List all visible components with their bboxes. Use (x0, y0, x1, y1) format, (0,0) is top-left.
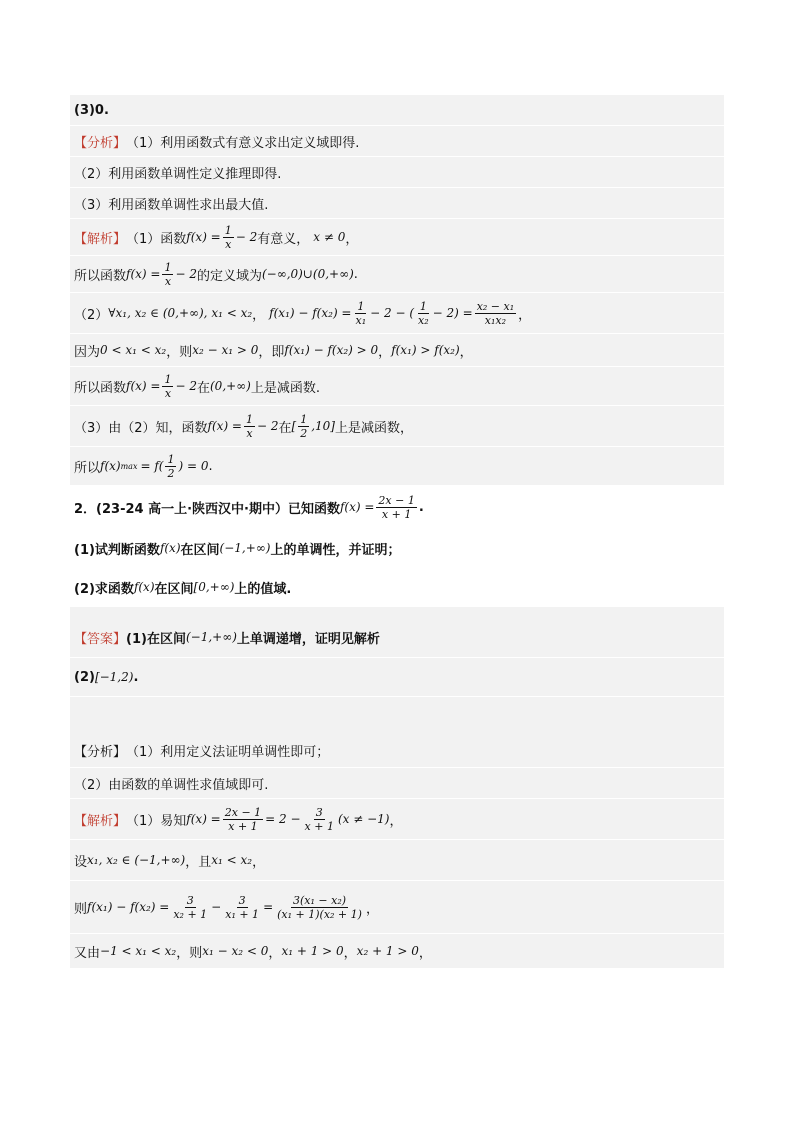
text: (1)在区间 (126, 631, 186, 647)
formula: ,10] (311, 419, 335, 433)
formula: − 2 (257, 419, 279, 433)
solution-tag: 【解析】 (74, 231, 127, 247)
text: ， (378, 344, 392, 360)
solution-line-3 (70, 293, 724, 334)
page-content (70, 95, 724, 969)
analysis-tag: 【分析】 (74, 135, 127, 151)
text: （2）由函数的单调性求值域即可. (74, 777, 269, 793)
formula: f(x) = (126, 267, 161, 281)
formula: − 2 − ( (370, 306, 414, 320)
formula: f(x₁) > f(x₂) (391, 343, 460, 357)
formula: [0,+∞) (193, 580, 235, 594)
text: 上的单调性，并证明； (270, 542, 401, 558)
text: （2） (74, 307, 109, 323)
solution-line-4 (70, 334, 724, 367)
fraction: $\frac{\text{x₂ − x₁}}{\text{x₁x₂}}$ (476, 299, 515, 327)
text: 所以函数 (74, 268, 127, 284)
text: ， (418, 945, 432, 961)
solution-line-6 (70, 406, 724, 447)
formula: = f( (140, 459, 164, 473)
analysis-line-3 (70, 188, 724, 219)
formula: − 2 (235, 230, 258, 244)
text: 有意义， (257, 231, 310, 247)
answer-3 (70, 95, 724, 126)
text: 的定义域为 (196, 268, 262, 284)
fraction: $\frac{3}{x + 1}$ (304, 805, 334, 833)
formula: f(x) = (186, 812, 221, 826)
text: （1）易知 (126, 813, 187, 829)
formula: x ≠ 0 (313, 230, 346, 244)
text: 2．(23-24 高一上·陕西汉中·期中）已知函数 (74, 501, 340, 517)
formula: x₁, x₂ ∈ (−1,+∞) (87, 853, 186, 867)
text: 在区间 (180, 542, 220, 558)
formula: = 2 − (265, 812, 301, 826)
spacer (70, 697, 724, 733)
text: ， (343, 945, 357, 961)
text: ，则 (166, 344, 193, 360)
text: 设 (74, 854, 88, 870)
text: 所以 (74, 460, 101, 476)
text: （3）由（2）知，函数 (74, 420, 208, 436)
answer-tag: 【答案】 (74, 631, 127, 647)
fraction: $\frac{3}{\text{x₂ + 1}}$ (173, 893, 208, 921)
text: 在 (278, 420, 292, 436)
answer-line-1 (70, 617, 724, 658)
formula: = (263, 900, 274, 914)
text: ， (268, 945, 282, 961)
question-2-part-1 (70, 529, 724, 568)
question-2-part-2 (70, 568, 724, 607)
text: ， (345, 231, 359, 247)
formula: − 2) = (432, 306, 473, 320)
solution-line-5 (70, 367, 724, 406)
formula: f(x) (159, 541, 181, 555)
formula: (x ≠ −1) (337, 812, 390, 826)
fraction: $\frac{1}{2}$ (300, 412, 308, 440)
formula: x₁ − x₂ < 0 (202, 944, 269, 958)
formula: (−1,+∞) (219, 541, 271, 555)
formula: f(x₁) − f(x₂) > 0 (284, 343, 379, 357)
text: ，则 (176, 945, 203, 961)
formula: [ (291, 419, 297, 433)
text: . (133, 669, 139, 685)
formula: f(x) = (186, 230, 221, 244)
fraction: $\frac{2x - 1}{x + 1}$ (378, 493, 415, 521)
text: ， (518, 307, 532, 323)
spacer (70, 607, 724, 617)
text: ，即 (258, 344, 285, 360)
formula: −1 < x₁ < x₂ (100, 944, 177, 958)
text: （1）利用函数式有意义求出定义域即得. (126, 135, 360, 151)
formula: x₂ + 1 > 0 (356, 944, 419, 958)
fraction: $\frac{\text{3(x₁ − x₂)}}{\text{(x₁ + 1)(x₂ + 1)}}$ (277, 893, 362, 921)
solution-line-2 (70, 256, 724, 293)
text: 上是减函数， (334, 420, 413, 436)
text: （1）利用定义法证明单调性即可； (126, 744, 330, 760)
formula: f(x) = (207, 419, 242, 433)
text: 上单调递增，证明见解析 (236, 631, 380, 647)
solution-tag: 【解析】 (74, 813, 127, 829)
formula: − 2 (175, 267, 197, 281)
text: （2）利用函数单调性定义推理即得. (74, 166, 282, 182)
formula: 0 < x₁ < x₂ (100, 343, 167, 357)
text: ， (459, 344, 473, 360)
text: (3)0. (74, 102, 109, 118)
formula: f(x) = (126, 379, 161, 393)
text: ， (252, 854, 266, 870)
text: 在 (196, 380, 210, 396)
text: 在区间 (154, 581, 194, 597)
text: 上是减函数. (250, 380, 321, 396)
formula: − (211, 900, 222, 914)
formula: x₁ < x₂ (211, 853, 253, 867)
text: . (208, 458, 213, 474)
text: 又由 (74, 945, 101, 961)
formula: ) = 0 (178, 459, 209, 473)
solution2-line-3 (70, 881, 724, 934)
text: ， (365, 901, 379, 917)
analysis-line-2 (70, 157, 724, 188)
question-2 (70, 486, 724, 529)
text: （3）利用函数单调性求出最大值. (74, 197, 269, 213)
formula: (−1,+∞) (185, 630, 237, 644)
text: ， (389, 813, 403, 829)
text: 所以函数 (74, 380, 127, 396)
formula: f(x₁) − f(x₂) = (269, 306, 352, 320)
answer-line-2 (70, 658, 724, 697)
solution-line-7 (70, 447, 724, 486)
solution2-line-1 (70, 799, 724, 840)
fraction: $\frac{1}{2}$ (167, 452, 175, 480)
fraction: $\frac{1}{x}$ (224, 223, 232, 251)
formula: (0,+∞) (210, 379, 251, 393)
text: . (353, 266, 358, 282)
fraction: $\frac{1}{x}$ (164, 372, 172, 400)
analysis-line (70, 126, 724, 157)
formula: (−∞,0)∪(0,+∞) (262, 267, 354, 281)
solution-line-1 (70, 219, 724, 256)
analysis2-line-1 (70, 733, 724, 768)
fraction: $\frac{1}{x}$ (246, 412, 253, 440)
text: 则 (74, 901, 88, 917)
formula: ∀x₁, x₂ ∈ (0,+∞), x₁ < x₂ (108, 306, 253, 320)
formula: f(x) (100, 459, 121, 473)
subscript: max (120, 461, 138, 471)
text: ， (252, 307, 266, 323)
analysis2-line-2 (70, 768, 724, 799)
text: (2) (74, 669, 95, 685)
formula: f(x) = (339, 500, 375, 514)
text: （1）函数 (126, 231, 187, 247)
solution2-line-2 (70, 840, 724, 881)
solution2-line-4 (70, 934, 724, 969)
text: (2)求函数 (74, 581, 134, 597)
text: (1)试判断函数 (74, 542, 160, 558)
text: 上的值域. (234, 581, 292, 597)
formula: x₁ + 1 > 0 (281, 944, 344, 958)
fraction: $\frac{3}{\text{x₁ + 1}}$ (225, 893, 260, 921)
formula: f(x₁) − f(x₂) = (87, 900, 170, 914)
formula: − 2 (175, 379, 197, 393)
text: ，且 (185, 854, 212, 870)
text: . (418, 499, 424, 515)
analysis-tag: 【分析】 (74, 744, 127, 760)
formula: [−1,2) (94, 670, 134, 684)
fraction: $\frac{1}{\text{x₁}}$ (355, 299, 367, 327)
fraction: $\frac{1}{x}$ (164, 260, 172, 288)
fraction: $\frac{2x - 1}{x + 1}$ (224, 805, 262, 833)
text: 因为 (74, 344, 101, 360)
formula: x₂ − x₁ > 0 (192, 343, 259, 357)
fraction: $\frac{1}{\text{x₂}}$ (418, 299, 429, 327)
formula: f(x) (133, 580, 155, 594)
